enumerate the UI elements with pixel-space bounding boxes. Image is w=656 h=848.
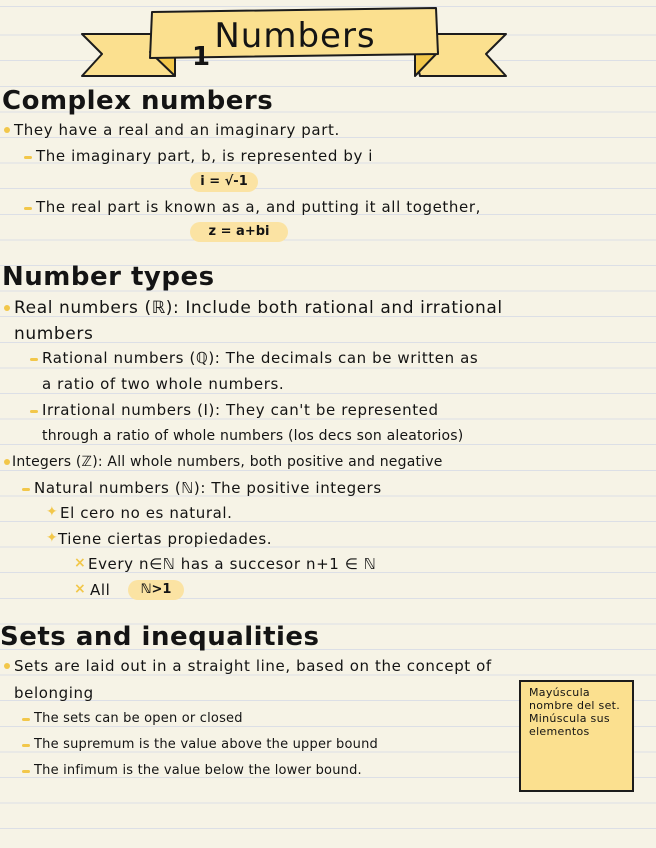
sets-bullet-3: The infimum is the value below the lower bound. [34, 763, 362, 778]
natural-note-1: El cero no es natural. [60, 504, 233, 522]
page-title: Numbers [214, 16, 376, 56]
real-numbers-line-2: numbers [14, 324, 94, 344]
natural-numbers-line: Natural numbers (ℕ): The positive integers [34, 479, 382, 497]
natural-property-2-highlight: ℕ>1 [128, 580, 184, 600]
real-numbers-line-1: Real numbers (ℝ): Include both rational and irrational [14, 298, 503, 318]
irrational-line-2: through a ratio of whole numbers (los decs son aleatorios) [42, 428, 464, 444]
title-banner [80, 4, 510, 84]
bullet-dash-icon [22, 744, 30, 747]
chapter-number: 1 [192, 42, 211, 72]
heading-sets-inequalities: Sets and inequalities [0, 622, 320, 652]
natural-note-2: Tiene ciertas propiedades. [58, 530, 273, 548]
natural-property-2-prefix: All [90, 581, 111, 599]
bullet-dash-icon [22, 770, 30, 773]
irrational-line-1: Irrational numbers (I): They can't be represented [42, 401, 439, 419]
complex-line-3: The real part is known as a, and putting it all together, [36, 198, 481, 216]
formula-i: i = √-1 [190, 172, 258, 192]
bullet-dot-icon [4, 663, 10, 669]
bullet-dash-icon [24, 207, 32, 210]
bullet-dash-icon [22, 718, 30, 721]
bullet-cross-icon: × [74, 555, 86, 571]
sets-bullet-2: The supremum is the value above the upper bound [34, 737, 378, 752]
bullet-cross-icon: × [74, 581, 86, 597]
sets-bullet-1: The sets can be open or closed [34, 711, 243, 726]
heading-number-types: Number types [2, 262, 215, 292]
sticky-note-text: Mayúscula nombre del set. Minúscula sus elementos [529, 686, 621, 738]
bullet-dash-icon [30, 358, 38, 361]
bullet-dash-icon [24, 156, 32, 159]
bullet-dot-icon [4, 459, 10, 465]
natural-property-1: Every n∈ℕ has a succesor n+1 ∈ ℕ [88, 555, 377, 573]
integers-line: Integers (ℤ): All whole numbers, both positive and negative [12, 454, 443, 470]
heading-complex-numbers: Complex numbers [2, 86, 274, 116]
complex-line-2: The imaginary part, b, is represented by i [36, 147, 374, 165]
bullet-dash-icon [22, 488, 30, 491]
complex-line-1: They have a real and an imaginary part. [14, 121, 340, 139]
bullet-dash-icon [30, 410, 38, 413]
sticky-note [519, 680, 634, 792]
bullet-star-icon: ✦ [46, 504, 58, 520]
sets-line-1: Sets are laid out in a straight line, based on the concept of [14, 657, 492, 675]
rational-line-1: Rational numbers (ℚ): The decimals can be written as [42, 349, 479, 367]
formula-z: z = a+bi [190, 222, 288, 242]
bullet-dot-icon [4, 127, 10, 133]
bullet-star-icon: ✦ [46, 530, 58, 546]
bullet-dot-icon [4, 305, 10, 311]
rational-line-2: a ratio of two whole numbers. [42, 375, 285, 393]
sets-line-2: belonging [14, 684, 94, 702]
